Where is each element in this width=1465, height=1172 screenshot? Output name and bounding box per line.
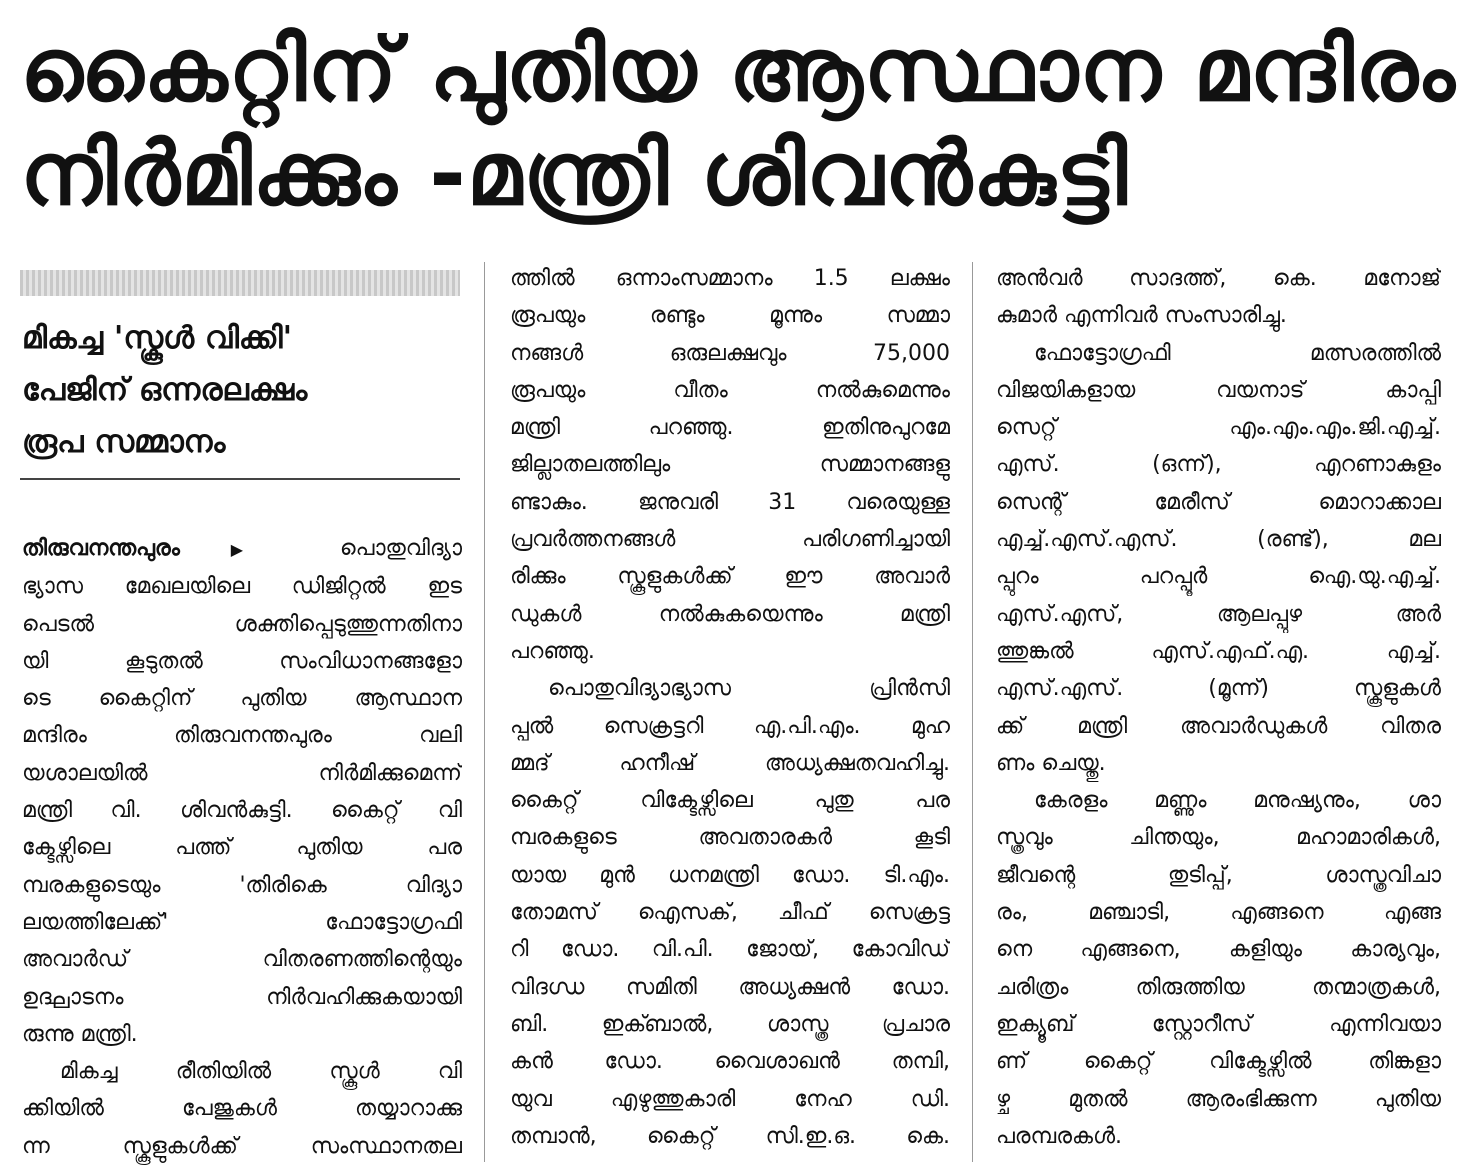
column-2-line: രിക്കും സ്കൂളുകൾക്ക് ഈ അവാർ xyxy=(510,564,950,590)
column-1-line: ടെ കൈറ്റിന് പുതിയ ആസ്ഥാന xyxy=(22,686,462,712)
headline-line-1: കൈറ്റിന് പുതിയ ആസ്ഥാന മന്ദിരം xyxy=(20,18,1456,121)
column-3-line: ഫോട്ടോഗ്രഫി മത്സരത്തിൽ xyxy=(1034,340,1441,366)
column-1-line: മന്ദിരം തിരുവനന്തപുരം വലി xyxy=(22,723,462,749)
column-2-line: രൂപയും രണ്ടും മൂന്നും സമ്മാ xyxy=(510,303,950,329)
column-1-line: ഉദ്ഘാടനം നിർവഹിക്കുകയായി xyxy=(22,984,462,1010)
column-3-line: ണം ചെയ്തു. xyxy=(996,750,1106,776)
column-2-line: കൈറ്റ് വിക്ടേഴ്സിലെ പുതു പര xyxy=(510,788,950,814)
column-2-line: ബി. ഇക്ബാൽ, ശാസ്ത്ര പ്രചാര xyxy=(510,1011,950,1037)
column-3-line: എസ്.എസ്. (മൂന്ന്) സ്കൂളുകൾ xyxy=(996,676,1441,702)
column-2-line: മ്മദ് ഹനീഷ് അധ്യക്ഷതവഹിച്ചു. xyxy=(510,750,950,776)
column-1-line: അവാർഡ് വിതരണത്തിന്റെയും xyxy=(22,947,462,973)
column-2-line: പ്പൽ സെക്രട്ടറി എ.പി.എം. മുഹ xyxy=(510,713,950,739)
column-3-line: ജീവന്റെ തുടിപ്പ്, ശാസ്ത്രവിചാ xyxy=(996,862,1441,888)
article-column-3 xyxy=(996,260,1441,1155)
column-3-line: ക്ക് മന്ത്രി അവാർഡുകൾ വിതര xyxy=(996,713,1441,739)
column-2-line: തോമസ് ഐസക്, ചീഫ് സെക്രട്ട xyxy=(510,900,950,926)
column-2-line: പൊതുവിദ്യാഭ്യാസ പ്രിൻസി xyxy=(548,676,950,702)
column-3-line: പരമ്പരകൾ. xyxy=(996,1123,1123,1149)
subheadline-line-1: മികച്ച 'സ്കൂൾ വിക്കി' xyxy=(22,320,293,356)
column-1-line: പെടൽ ശക്തിപ്പെടുത്തുന്നതിനാ xyxy=(22,611,462,637)
column-2-line: പ്രവർത്തനങ്ങൾ പരിഗണിച്ചായി xyxy=(510,527,950,553)
column-3-line: കുമാർ എന്നിവർ സംസാരിച്ചു. xyxy=(996,303,1287,329)
column-1-line: മന്ത്രി വി. ശിവൻകുട്ടി. കൈറ്റ് വി xyxy=(22,798,462,824)
column-3-line: സെറ്റ് എം.എം.എം.ജി.എച്ച്. xyxy=(996,415,1441,441)
headline-line-2: നിർമിക്കും -മന്ത്രി ശിവൻകുട്ടി xyxy=(20,122,1129,225)
column-2-line: ഡുകൾ നൽകുകയെന്നും മന്ത്രി xyxy=(510,601,950,627)
column-1-line: ഭ്യാസ മേഖലയിലെ ഡിജിറ്റൽ ഇട xyxy=(22,574,462,600)
column-3-line: സ്ത്രവും ചിന്തയും, മഹാമാരികൾ, xyxy=(996,825,1441,851)
column-2-line: പറഞ്ഞു. xyxy=(510,638,595,664)
column-2-line: യുവ എഴുത്തുകാരി നേഹ ഡി. xyxy=(510,1086,950,1112)
headline xyxy=(20,18,1456,226)
column-1-line: യശാലയിൽ നിർമിക്കുമെന്ന് xyxy=(22,760,462,786)
column-3-line: നെ എങ്ങനെ, കളിയും കാര്യവും, xyxy=(996,937,1441,963)
subheadline-line-3: രൂപ സമ്മാനം xyxy=(22,424,226,460)
column-1-line: മ്പരകളുടെയും 'തിരികെ വിദ്യാ xyxy=(22,872,462,898)
column-2-line: വിദഗ്ധ സമിതി അധ്യക്ഷൻ ഡോ. xyxy=(510,974,950,1000)
dateline: തിരുവനന്തപുരം xyxy=(22,536,180,561)
column-1-text: പൊതുവിദ്യാ xyxy=(339,536,462,561)
column-3-line: ചരിത്രം തിരുത്തിയ തന്മാത്രകൾ, xyxy=(996,974,1441,1000)
decorative-strip xyxy=(20,270,460,296)
column-3-line: ഴ്ച മുതൽ ആരംഭിക്കുന്ന പുതിയ xyxy=(996,1086,1441,1112)
column-1-line: ലയത്തിലേക്ക്' ഫോട്ടോഗ്രഫി xyxy=(22,909,462,935)
column-1-line: മികച്ച രീതിയിൽ സ്കൂൾ വി xyxy=(60,1059,462,1085)
column-1-line: യി കൂടുതൽ സംവിധാനങ്ങളോ xyxy=(22,648,462,674)
column-2-line: റി ഡോ. വി.പി. ജോയ്, കോവിഡ് xyxy=(510,937,950,963)
column-1-line: ക്കിയിൽ പേജുകൾ തയ്യാറാക്കു xyxy=(22,1096,462,1122)
column-3-line: സെന്റ് മേരീസ് മൊറാക്കാല xyxy=(996,489,1441,515)
column-2-line: യായ മുൻ ധനമന്ത്രി ഡോ. ടി.എം. xyxy=(510,862,950,888)
column-3-line: എസ്.എസ്, ആലപ്പുഴ അർ xyxy=(996,601,1441,627)
column-3-line: രം, മഞ്ചാടി, എങ്ങനെ എങ്ങ xyxy=(996,900,1441,926)
column-2-line: ണ്ടാകും. ജനുവരി 31 വരെയുള്ള xyxy=(510,489,950,515)
column-2-line: മന്ത്രി പറഞ്ഞു. ഇതിനുപുറമേ xyxy=(510,415,950,441)
subheadline xyxy=(22,312,462,468)
column-2-line: ജില്ലാതലത്തിലും സമ്മാനങ്ങളു xyxy=(510,452,950,478)
column-divider xyxy=(484,262,485,1162)
article-column-2 xyxy=(510,260,950,1155)
column-2-line: രൂപയും വീതം നൽകുമെന്നും xyxy=(510,377,950,403)
column-1-line: ക്ടേഴ്സിലെ പത്ത് പുതിയ പര xyxy=(22,835,462,861)
subheadline-divider xyxy=(20,478,460,480)
column-divider xyxy=(972,262,973,1162)
column-1-line: രുന്നു മന്ത്രി. xyxy=(22,1021,138,1047)
column-3-line: പ്പുറം പറപ്പൂർ ഐ.യു.എച്ച്. xyxy=(996,564,1441,590)
column-3-line: എച്ച്.എസ്.എസ്. (രണ്ട്), മല xyxy=(996,527,1441,553)
column-3-line: ണ് കൈറ്റ് വിക്ടേഴ്സിൽ തിങ്കളാ xyxy=(996,1049,1441,1075)
column-3-line: കേരളം മണ്ണും മനുഷ്യനും, ശാ xyxy=(1034,788,1441,814)
column-1-line-1 xyxy=(22,530,462,568)
column-3-line: ഇക്യൂബ് സ്റ്റോറീസ് എന്നിവയാ xyxy=(996,1011,1441,1037)
subheadline-line-2: പേജിന് ഒന്നരലക്ഷം xyxy=(22,372,308,408)
column-3-line: എസ്. (ഒന്ന്), എറണാകുളം xyxy=(996,452,1441,478)
column-3-line: അൻവർ സാദത്ത്, കെ. മനോജ് xyxy=(996,266,1441,291)
column-3-line: വിജയികളായ വയനാട് കാപ്പി xyxy=(996,377,1441,403)
column-2-line: മ്പരകളുടെ അവതാരകർ കൂടി xyxy=(510,825,950,851)
column-3-line: ത്തുങ്കൽ എസ്.എഫ്.എ. എച്ച്. xyxy=(996,638,1441,664)
column-2-line: ത്തിൽ ഒന്നാംസമ്മാനം 1.5 ലക്ഷം xyxy=(510,266,950,291)
column-1-line: ന്ന സ്കൂളുകൾക്ക് സംസ്ഥാനതല xyxy=(22,1133,462,1159)
column-2-line: തമ്പാൻ, കൈറ്റ് സി.ഇ.ഒ. കെ. xyxy=(510,1123,950,1149)
article-column-1 xyxy=(22,530,462,1165)
triangle-arrow-icon: ▶ xyxy=(179,540,340,559)
column-2-line: കൻ ഡോ. വൈശാഖൻ തമ്പി, xyxy=(510,1049,950,1075)
column-2-line: നങ്ങൾ ഒരുലക്ഷവും 75,000 xyxy=(510,340,950,366)
